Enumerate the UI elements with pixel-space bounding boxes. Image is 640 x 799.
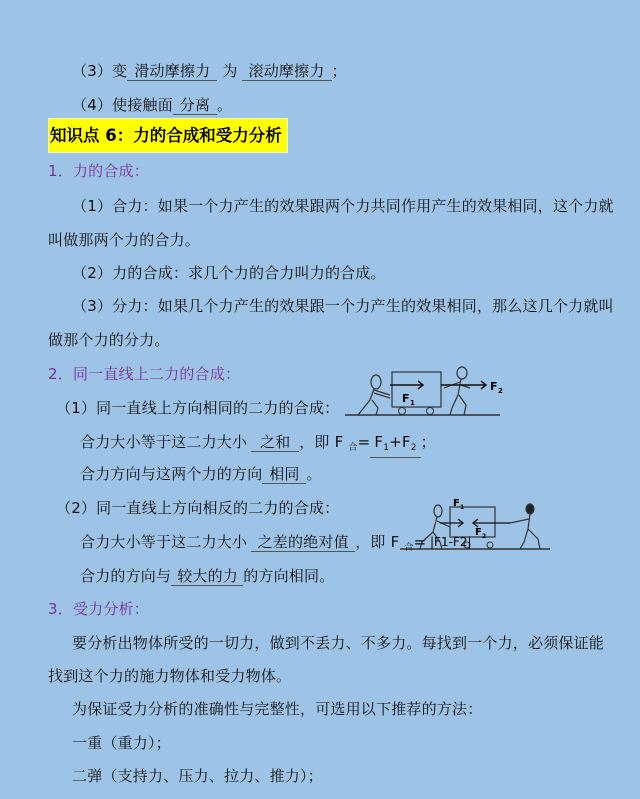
svg-text:F: F — [402, 392, 410, 405]
case-1-magnitude — [80, 432, 436, 458]
case-2-direction-prefix: 合力的方向与 — [80, 567, 172, 585]
section-3-p2: 为保证受力分析的准确性与完整性，可选用以下推荐的方法： — [72, 700, 483, 718]
f2: F — [401, 433, 411, 451]
section-1-p3-line1: （3）分力：如果几个力产生的效果跟一个力产生的效果相同，那么这几个力就叫 — [72, 297, 614, 315]
blank-larger-force: 较大的力 — [171, 568, 243, 586]
blank-absolute-difference: 之差的绝对值 — [251, 534, 355, 552]
f1-sub: 1 — [383, 443, 390, 453]
item-3-suffix: ； — [331, 62, 347, 80]
svg-text:1: 1 — [410, 399, 415, 407]
blank-separate: 分离 — [173, 97, 217, 115]
same-direction-diagram — [340, 360, 520, 420]
case-2-magnitude — [80, 532, 426, 558]
section-3-title: 3．受力分析： — [48, 600, 149, 618]
item-4 — [72, 95, 232, 115]
f2-sub: 2 — [410, 443, 417, 453]
case-1-magnitude-prefix: 合力大小等于这二力大小 — [80, 433, 248, 451]
section-1-title: 1．力的合成： — [48, 162, 149, 180]
equals-sign: = — [357, 433, 371, 451]
knowledge-point-heading: 知识点 6：力的合成和受力分析 — [50, 126, 282, 145]
case-2-magnitude-mid: ，即 F — [355, 533, 400, 551]
resultant-subscript: 合 — [348, 443, 358, 453]
blank-same: 相同 — [262, 466, 306, 484]
section-3-p4: 二弹（支持力、压力、拉力、推力）； — [72, 767, 323, 785]
abs-formula: |F1-F2| — [430, 535, 472, 549]
svg-text:2: 2 — [482, 533, 487, 540]
svg-text:1: 1 — [460, 504, 465, 511]
blank-sum: 之和 — [251, 434, 299, 452]
case-1-direction-prefix: 合力方向与这两个力的方向 — [80, 465, 263, 483]
section-1-p1-line1: （1）合力：如果一个力产生的效果跟两个力共同作用产生的效果相同，这个力就 — [72, 197, 614, 215]
formula-sum — [370, 434, 420, 458]
equals-sign-2: = — [413, 533, 427, 551]
item-3 — [72, 61, 347, 81]
blank-sliding-friction: 滑动摩擦力 — [127, 63, 217, 81]
item-4-prefix: （4）使接触面 — [72, 96, 173, 114]
f1: F — [374, 433, 384, 451]
case-2-magnitude-prefix: 合力大小等于这二力大小 — [80, 533, 248, 551]
case-1-direction-suffix: 。 — [306, 465, 322, 483]
case-2-direction — [80, 566, 334, 586]
section-3-p1-line2: 找到这个力的施力物体和受力物体。 — [48, 667, 292, 685]
item-3-prefix: （3）变 — [72, 62, 128, 80]
case-2-title: （2）同一直线上方向相反的二力的合成： — [56, 499, 340, 517]
item-3-middle: 为 — [222, 62, 238, 80]
section-1-p2: （2）力的合成：求几个力的合力叫力的合成。 — [72, 264, 386, 282]
svg-text:F: F — [475, 527, 482, 538]
section-3-p1-line1: 要分析出物体所受的一切力，做到不丢力、不多力。每找到一个力，必须保证能 — [72, 634, 605, 652]
blank-rolling-friction: 滚动摩擦力 — [242, 63, 332, 81]
section-3-p3: 一重（重力）； — [72, 734, 171, 752]
pulling-person-icon — [444, 367, 470, 415]
pushing-person-icon — [358, 375, 390, 415]
item-4-suffix: 。 — [216, 96, 233, 114]
section-2-title: 2．同一直线上二力的合成： — [48, 365, 241, 383]
svg-text:F: F — [490, 380, 498, 393]
case-2-direction-suffix: 的方向相同。 — [243, 567, 335, 585]
svg-text:2: 2 — [498, 387, 503, 395]
resultant-subscript-2: 合 — [404, 543, 414, 553]
case-1-title: （1）同一直线上方向相同的二力的合成： — [56, 399, 340, 417]
section-1-p3-line2: 做那个力的分力。 — [48, 331, 170, 349]
svg-text:F: F — [453, 498, 460, 509]
case-1-direction — [80, 464, 322, 484]
section-1-p1-line2: 叫做那两个力的合力。 — [48, 231, 201, 249]
right-pulling-person-icon — [510, 504, 540, 549]
case-1-magnitude-mid: ，即 F — [299, 433, 344, 451]
case-1-magnitude-suffix: ； — [420, 433, 436, 451]
plus: + — [389, 433, 402, 451]
